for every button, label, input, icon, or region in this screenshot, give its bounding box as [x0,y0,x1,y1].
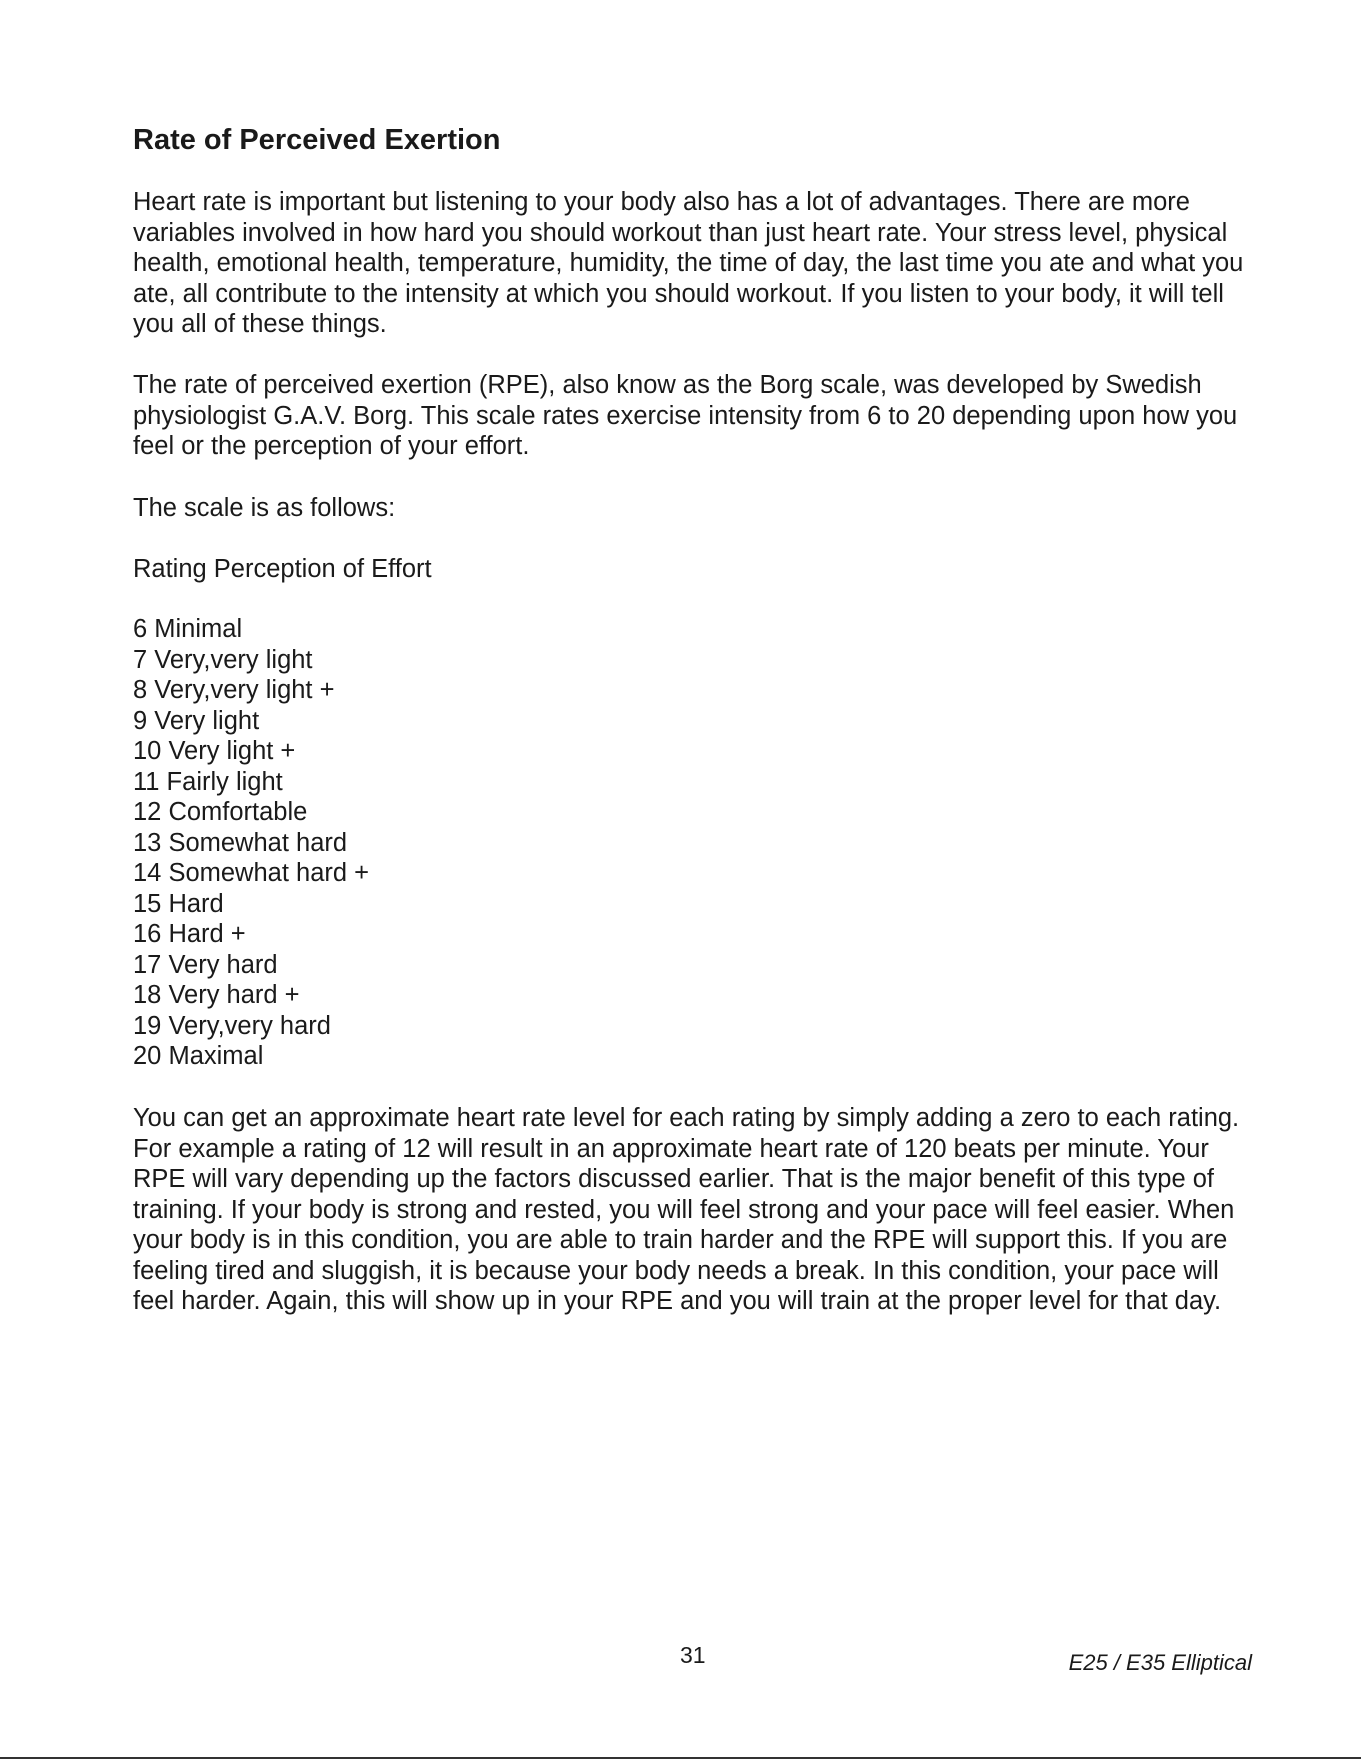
scale-item-18: 18 Very hard + [133,981,300,1009]
scale-intro-text: The scale is as follows: [133,494,396,522]
scale-item-19: 19 Very,very hard [133,1011,331,1040]
scale-column-heading: Rating Perception of Effort [133,555,432,583]
scale-item-17: 17 Very hard [133,950,278,979]
scale-item-15: 15 Hard [133,889,224,918]
intro-paragraph: Heart rate is important but listening to your body also has a lot of advantages. There are more variables involved in how hard you should workout than just heart rate. Your stress level, physical health, emotional health, temperature, humidity, the time of day, the last time you ate and what you ate, all contribute to the intensity at which you should workout. If you listen to your body, it will tell you all of these things. [133,188,1244,338]
scale-item-9: 9 Very light [133,706,260,735]
closing-paragraph: You can get an approximate heart rate level for each rating by simply adding a zero to each rating. For example a rating of 12 will result in an approximate heart rate of 120 beats per minute. Your RPE will vary depending up the factors discussed earlier. That is the major benefit of this type of training. If your body is strong and rested, you will feel strong and your pace will feel easier. When your body is in this condition, you are able to train harder and the RPE will support this. If you are feeling tired and sluggish, it is because your body needs a break. In this condition, your pace will feel harder. Again, this will show up in your RPE and you will train at the proper level for that day. [133,1104,1240,1315]
page-title: Rate of Perceived Exertion [133,124,501,156]
bottom-border-line [0,1757,1361,1759]
scale-item-12: 12 Comfortable [133,798,308,826]
scale-item-10: 10 Very light + [133,737,296,765]
scale-item-20: 20 Maximal [133,1042,264,1070]
scale-item-16: 16 Hard + [133,920,246,948]
scale-item-13: 13 Somewhat hard [133,828,348,857]
page-number: 31 [680,1642,706,1668]
scale-item-8: 8 Very,very light + [133,676,335,704]
rpe-scale-list [133,614,369,1072]
scale-item-14: 14 Somewhat hard + [133,859,370,887]
footer-model-name: E25 / E35 Elliptical [1068,1650,1252,1675]
scale-item-6: 6 Minimal [133,615,243,643]
borg-scale-paragraph: The rate of perceived exertion (RPE), also know as the Borg scale, was developed by Swedish physiologist G.A.V. Borg. This scale rates exercise intensity from 6 to 20 depending upon how you feel or the perception of your effort. [133,371,1238,460]
scale-item-11: 11 Fairly light [133,767,283,796]
scale-item-7: 7 Very,very light [133,645,313,674]
